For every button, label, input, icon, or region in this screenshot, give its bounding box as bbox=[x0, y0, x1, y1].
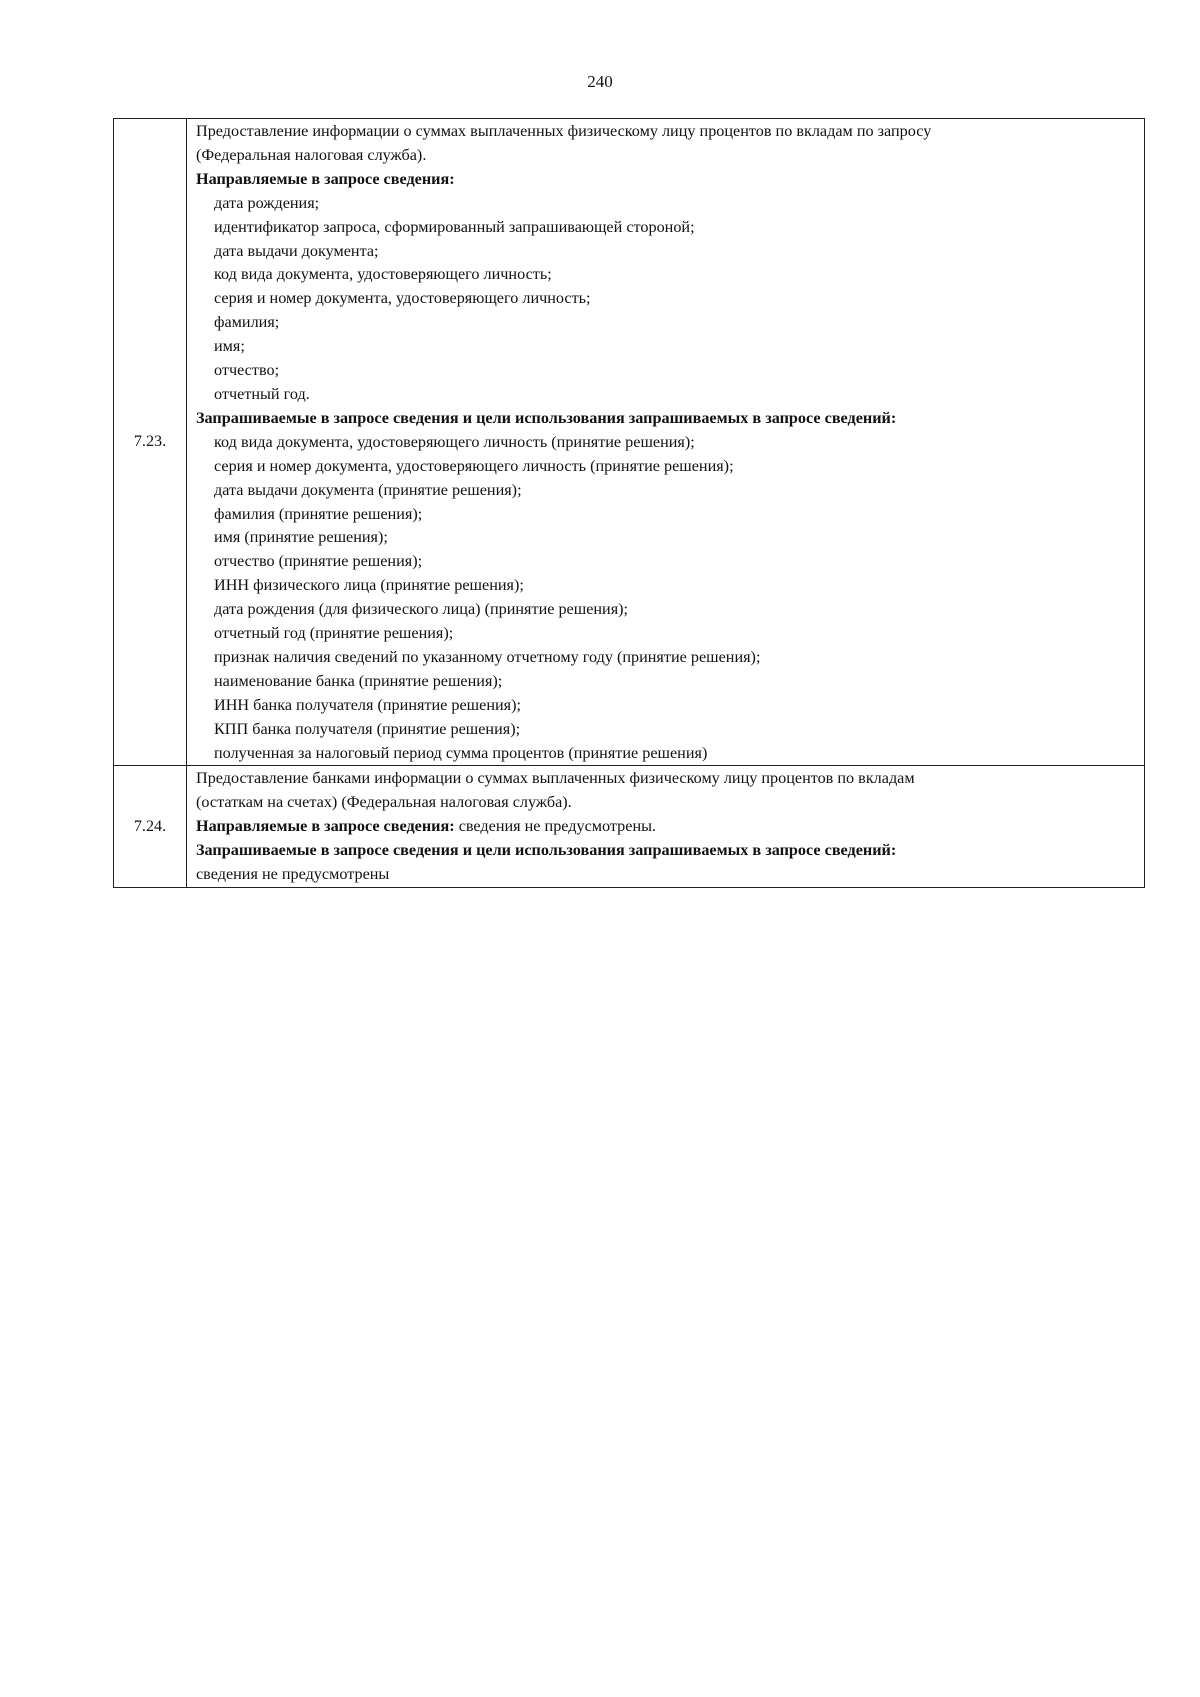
row-content bbox=[187, 119, 1145, 766]
requested-item: полученная за налоговый период сумма процентов (принятие решения) bbox=[214, 743, 708, 762]
sent-line bbox=[196, 815, 1136, 839]
requested-item: имя (принятие решения); bbox=[214, 528, 388, 547]
sent-heading: Направляемые в запросе сведения: bbox=[196, 169, 455, 188]
requested-item: отчество (принятие решения); bbox=[214, 552, 423, 571]
row-title-line: (Федеральная налоговая служба). bbox=[196, 145, 427, 164]
sent-item: фамилия; bbox=[214, 313, 280, 332]
sent-item: отчество; bbox=[214, 361, 280, 380]
sent-item: серия и номер документа, удостоверяющего личность; bbox=[214, 289, 591, 308]
requested-item: дата выдачи документа (принятие решения); bbox=[214, 480, 522, 499]
requested-item: дата рождения (для физического лица) (принятие решения); bbox=[214, 600, 629, 619]
requested-item: серия и номер документа, удостоверяющего личность (принятие решения); bbox=[214, 456, 734, 475]
row-content bbox=[187, 766, 1145, 888]
requested-heading: Запрашиваемые в запросе сведения и цели использования запрашиваемых в запросе сведений: bbox=[196, 408, 897, 427]
sent-item: имя; bbox=[214, 337, 245, 356]
sent-item: дата выдачи документа; bbox=[214, 241, 379, 260]
requested-item: наименование банка (принятие решения); bbox=[214, 671, 503, 690]
sent-value: сведения не предусмотрены. bbox=[454, 817, 657, 836]
sent-heading: Направляемые в запросе сведения: bbox=[196, 817, 455, 836]
row-number: 7.24. bbox=[114, 766, 187, 888]
requested-heading: Запрашиваемые в запросе сведения и цели использования запрашиваемых в запросе сведений: bbox=[196, 841, 897, 860]
row-number: 7.23. bbox=[114, 119, 187, 766]
sent-item: дата рождения; bbox=[214, 193, 320, 212]
document-table bbox=[113, 118, 1145, 888]
requested-item: ИНН физического лица (принятие решения); bbox=[214, 576, 524, 595]
table-row bbox=[114, 119, 1145, 766]
requested-value: сведения не предусмотрены bbox=[196, 865, 390, 884]
sent-item: отчетный год. bbox=[214, 384, 310, 403]
sent-item: код вида документа, удостоверяющего личность; bbox=[214, 265, 552, 284]
requested-item: фамилия (принятие решения); bbox=[214, 504, 423, 523]
sent-item: идентификатор запроса, сформированный запрашивающей стороной; bbox=[214, 217, 695, 236]
row-title-line: Предоставление информации о суммах выплаченных физическому лицу процентов по вкладам по запросу bbox=[196, 122, 932, 140]
table-row bbox=[114, 766, 1145, 888]
requested-item: отчетный год (принятие решения); bbox=[214, 624, 454, 643]
requested-item: ИНН банка получателя (принятие решения); bbox=[214, 695, 521, 714]
page-number: 240 bbox=[587, 72, 613, 91]
row-title-line: Предоставление банками информации о суммах выплаченных физическому лицу процентов по вкладам bbox=[196, 769, 915, 788]
requested-item: код вида документа, удостоверяющего личность (принятие решения); bbox=[214, 432, 695, 451]
requested-item: КПП банка получателя (принятие решения); bbox=[214, 719, 521, 738]
row-title-line: (остаткам на счетах) (Федеральная налоговая служба). bbox=[196, 793, 572, 812]
requested-item: признак наличия сведений по указанному отчетному году (принятие решения); bbox=[214, 647, 761, 666]
